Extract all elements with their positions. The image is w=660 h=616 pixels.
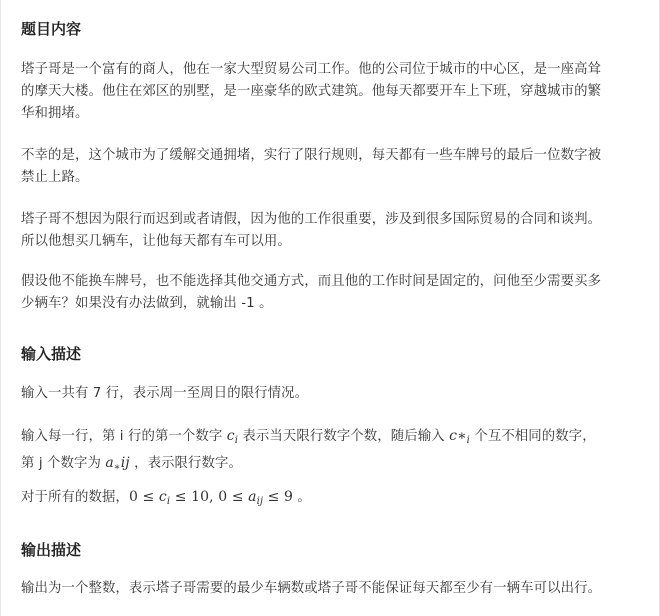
content-paragraph-1: [21, 59, 641, 125]
math-c-star-i: $c∗_i$: [449, 428, 470, 446]
math-c-i: $c_i$: [226, 428, 239, 446]
text-line: 输出为一个整数，表示塔子哥需要的最少车辆数或塔子哥不能保证每天都至少有一辆车可以出行。: [21, 581, 602, 596]
content-paragraph-4: [21, 271, 641, 315]
text-line: 华和拥堵。: [21, 106, 89, 121]
input-paragraph-1: [21, 383, 641, 405]
section-output: [21, 540, 641, 560]
math-a-ij: $a_∗ij$: [105, 455, 130, 473]
text-line: 塔子哥是一个富有的商人，他在一家大型贸易公司工作。他的公司位于城市的中心区，是一座高耸: [21, 62, 602, 77]
input-paragraph-2: [21, 425, 641, 479]
output-paragraph-1: [21, 578, 641, 600]
text-line: 第 j 个数字为 $a_∗ij$ ，表示限行数字。: [21, 455, 243, 473]
section-input: [21, 344, 641, 364]
text-line: 的摩天大楼。他住在郊区的别墅，是一座豪华的欧式建筑。他每天都要开车上下班，穿越城市的繁: [21, 84, 602, 99]
section-heading-content: 题目内容: [21, 20, 82, 38]
math-constraints: $0 \le c_i \le 10$, $0 \le a_{ij} \le 9$: [128, 489, 294, 507]
input-paragraph-3: [21, 486, 641, 513]
text-line: 少辆车？如果没有办法做到，就输出 -1 。: [21, 296, 273, 311]
text-line: 所以他想买几辆车，让他每天都有车可以用。: [21, 234, 291, 249]
text-line: 禁止上路。: [21, 170, 89, 185]
text-line: 不幸的是，这个城市为了缓解交通拥堵，实行了限行规则，每天都有一些车牌号的最后一位数字被: [21, 148, 602, 163]
section-content: [21, 19, 641, 39]
content-paragraph-2: [21, 145, 641, 189]
text-line: 假设他不能换车牌号，也不能选择其他交通方式，而且他的工作时间是固定的，问他至少需要买多: [21, 274, 602, 289]
text-line: 输入一共有 7 行，表示周一至周日的限行情况。: [21, 386, 309, 401]
section-heading-output: 输出描述: [21, 541, 82, 559]
content-paragraph-3: [21, 209, 641, 253]
section-heading-input: 输入描述: [21, 345, 82, 363]
text-line: 塔子哥不想因为限行而迟到或者请假，因为他的工作很重要，涉及到很多国际贸易的合同和谈判。: [21, 212, 602, 227]
text-line: 输入每一行，第 i 行的第一个数字 $c_i$ 表示当天限行数字个数，随后输入 $c∗_i$ 个互不相同的数字，: [21, 428, 596, 446]
text-line: 对于所有的数据，$0 \le c_i \le 10$, $0 \le a_{ij} \le 9$ 。: [21, 489, 311, 507]
